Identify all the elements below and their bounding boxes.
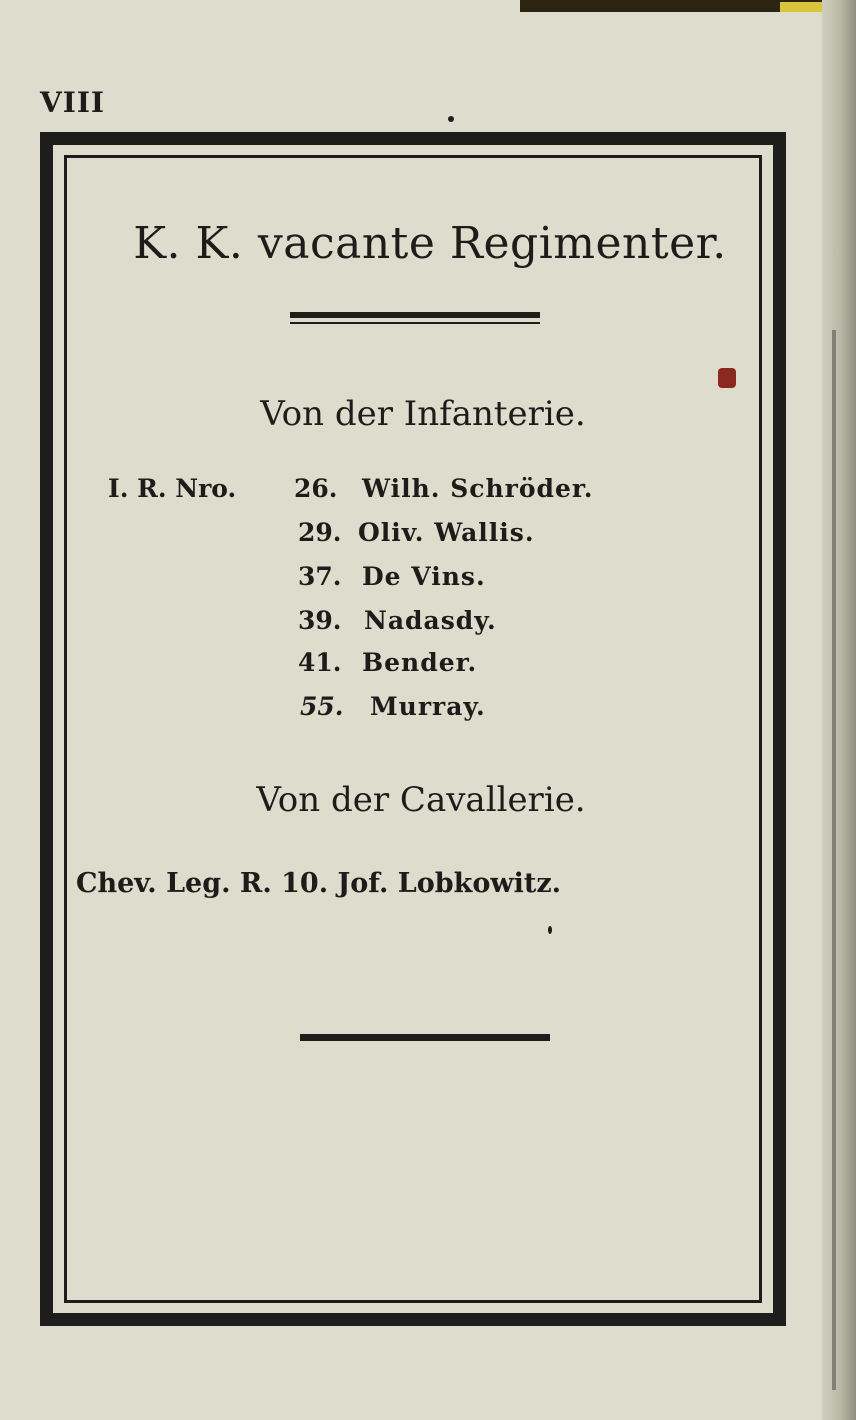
regiment-name: De Vins. — [362, 562, 486, 591]
ink-stain — [718, 368, 736, 388]
regiment-name: Oliv. Wallis. — [358, 518, 535, 547]
regiment-number: 55. — [300, 692, 344, 721]
list-item — [0, 648, 856, 680]
regiment-name: Murray. — [370, 692, 486, 721]
regiment-name: Bender. — [362, 648, 478, 677]
list-item — [0, 474, 856, 506]
regiment-name: Wilh. Schröder. — [362, 474, 594, 503]
regiment-number: 29. — [298, 518, 342, 547]
cavalry-heading: Von der Cavallerie. — [256, 780, 586, 820]
list-item — [0, 606, 856, 638]
page-title: K. K. vacante Regimenter. — [133, 218, 727, 269]
regiment-number: 41. — [298, 648, 342, 677]
inner-frame-border — [64, 155, 762, 1303]
closing-rule — [300, 1034, 550, 1041]
infantry-heading: Von der Infanterie. — [260, 394, 586, 434]
list-item — [0, 692, 856, 724]
ink-speck — [548, 926, 552, 934]
regiment-number: 37. — [298, 562, 342, 591]
title-rule-thin — [290, 322, 540, 324]
title-rule-thick — [290, 312, 540, 318]
regiment-name: Nadasdy. — [364, 606, 497, 635]
page-number: VIII — [40, 86, 106, 119]
list-item — [0, 562, 856, 594]
regiment-prefix: I. R. Nro. — [108, 474, 237, 503]
list-item — [0, 518, 856, 550]
cavalry-regiment-line: Chev. Leg. R. 10. Jof. Lobkowitz. — [76, 868, 562, 899]
regiment-number: 26. — [294, 474, 338, 503]
ink-speck — [448, 116, 454, 122]
regiment-number: 39. — [298, 606, 342, 635]
